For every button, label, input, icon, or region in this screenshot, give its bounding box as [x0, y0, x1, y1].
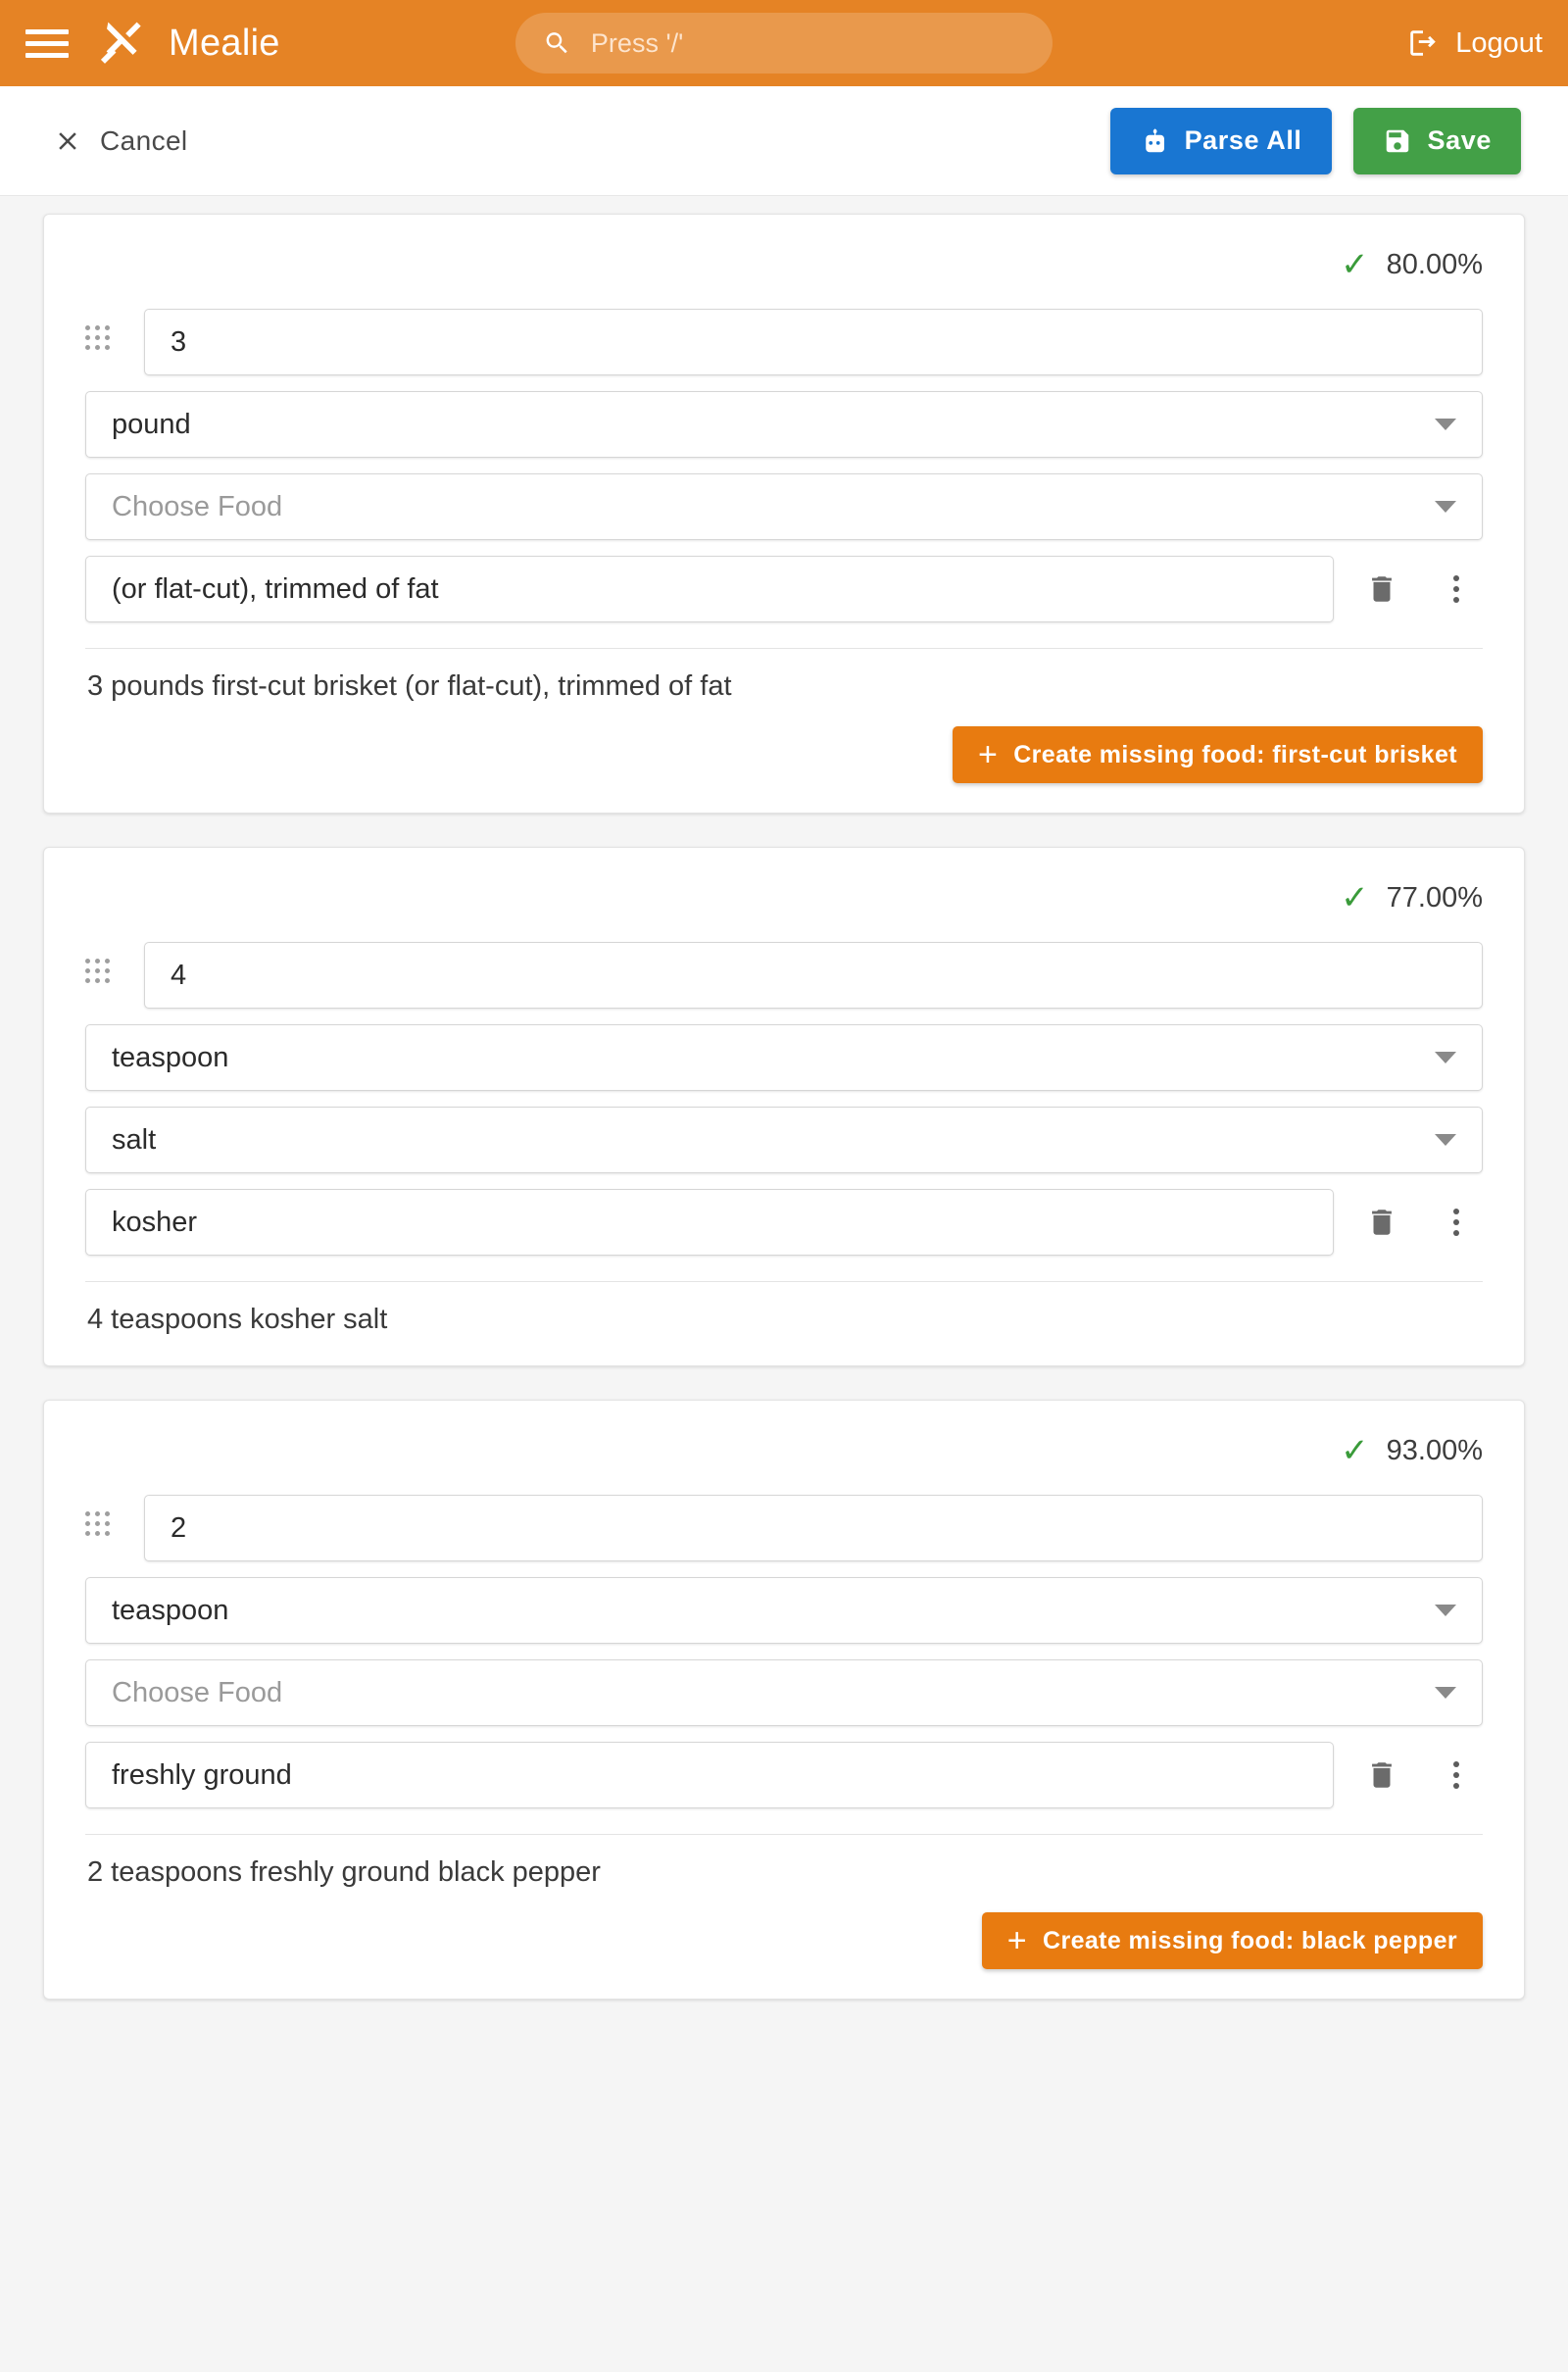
food-select[interactable] — [85, 1107, 1483, 1173]
kebab-menu-icon[interactable] — [1430, 1196, 1483, 1249]
food-value: salt — [112, 1123, 157, 1156]
delete-ingredient-button[interactable] — [1355, 1196, 1408, 1249]
quantity-row — [85, 309, 1483, 375]
trash-icon — [1365, 1758, 1398, 1792]
unit-value: teaspoon — [112, 1594, 229, 1626]
search-input[interactable] — [589, 27, 1025, 60]
robot-icon — [1140, 126, 1169, 156]
ingredient-card — [43, 1400, 1525, 2000]
trash-icon — [1365, 1206, 1398, 1239]
trash-icon — [1365, 572, 1398, 606]
chevron-down-icon — [1435, 419, 1456, 430]
note-input[interactable]: kosher — [85, 1189, 1334, 1256]
note-input[interactable]: (or flat-cut), trimmed of fat — [85, 556, 1334, 622]
ingredient-list — [0, 196, 1568, 2039]
note-input[interactable]: freshly ground — [85, 1742, 1334, 1808]
hamburger-icon[interactable] — [25, 21, 71, 66]
chevron-down-icon — [1435, 1687, 1456, 1699]
confidence-row — [85, 1434, 1483, 1467]
quantity-row — [85, 1495, 1483, 1561]
food-select[interactable]: Choose Food — [85, 473, 1483, 540]
quantity-row — [85, 942, 1483, 1009]
divider — [85, 1834, 1483, 1835]
logout-button[interactable] — [1406, 26, 1543, 60]
ingredient-card — [43, 214, 1525, 814]
note-row — [85, 556, 1483, 622]
logout-icon — [1406, 26, 1440, 60]
original-text: 2 teaspoons freshly ground black pepper — [87, 1856, 601, 1888]
quantity-input[interactable]: 2 — [144, 1495, 1483, 1561]
unit-row — [85, 1024, 1483, 1091]
create-missing-food-label: Create missing food: black pepper — [1042, 1926, 1457, 1954]
create-missing-row — [85, 1912, 1483, 1969]
quantity-input[interactable]: 4 — [144, 942, 1483, 1009]
toolbar-actions — [1110, 108, 1521, 174]
parse-all-button[interactable] — [1110, 108, 1332, 174]
delete-ingredient-button[interactable] — [1355, 563, 1408, 616]
chevron-down-icon — [1435, 501, 1456, 513]
app-bar — [0, 0, 1568, 86]
save-icon — [1383, 126, 1412, 156]
kebab-menu-icon[interactable] — [1430, 563, 1483, 616]
save-label: Save — [1427, 125, 1492, 155]
close-icon — [53, 126, 82, 156]
plus-icon: + — [1006, 1922, 1027, 1959]
food-row — [85, 1107, 1483, 1173]
confidence-row — [85, 248, 1483, 281]
parse-all-label: Parse All — [1184, 125, 1302, 155]
note-row — [85, 1189, 1483, 1256]
brand-title: Mealie — [169, 22, 280, 64]
unit-select[interactable] — [85, 1577, 1483, 1644]
food-row — [85, 473, 1483, 540]
check-icon: ✓ — [1341, 879, 1369, 916]
check-icon: ✓ — [1341, 246, 1369, 283]
confidence-value: 77.00% — [1386, 881, 1483, 914]
search-icon — [543, 27, 571, 59]
fork-knife-icon — [96, 17, 149, 70]
plus-icon: + — [977, 736, 999, 773]
original-text: 3 pounds first-cut brisket (or flat-cut), trimmed of fat — [87, 670, 732, 702]
ingredient-card — [43, 847, 1525, 1366]
create-missing-food-label: Create missing food: first-cut brisket — [1013, 740, 1457, 768]
food-select[interactable]: Choose Food — [85, 1659, 1483, 1726]
logout-label: Logout — [1455, 26, 1543, 59]
chevron-down-icon — [1435, 1605, 1456, 1616]
save-button[interactable] — [1353, 108, 1521, 174]
create-missing-row — [85, 726, 1483, 783]
confidence-row — [85, 881, 1483, 914]
unit-row — [85, 1577, 1483, 1644]
note-row — [85, 1742, 1483, 1808]
cancel-button[interactable] — [47, 124, 194, 158]
confidence-value: 80.00% — [1386, 248, 1483, 280]
drag-handle-icon[interactable] — [85, 1511, 119, 1545]
unit-value: pound — [112, 408, 191, 440]
create-missing-food-button[interactable] — [982, 1912, 1483, 1969]
unit-select[interactable] — [85, 391, 1483, 458]
chevron-down-icon — [1435, 1134, 1456, 1146]
divider — [85, 648, 1483, 649]
drag-handle-icon[interactable] — [85, 959, 119, 992]
kebab-menu-icon[interactable] — [1430, 1749, 1483, 1802]
food-row — [85, 1659, 1483, 1726]
drag-handle-icon[interactable] — [85, 325, 119, 359]
brand[interactable] — [96, 17, 280, 70]
confidence-value: 93.00% — [1386, 1434, 1483, 1466]
divider — [85, 1281, 1483, 1282]
search-bar[interactable] — [515, 13, 1053, 74]
editor-toolbar — [0, 86, 1568, 196]
create-missing-food-button[interactable] — [953, 726, 1483, 783]
quantity-input[interactable]: 3 — [144, 309, 1483, 375]
chevron-down-icon — [1435, 1052, 1456, 1063]
check-icon: ✓ — [1341, 1432, 1369, 1469]
original-text: 4 teaspoons kosher salt — [87, 1304, 388, 1335]
unit-select[interactable] — [85, 1024, 1483, 1091]
delete-ingredient-button[interactable] — [1355, 1749, 1408, 1802]
cancel-label: Cancel — [100, 124, 188, 156]
unit-row — [85, 391, 1483, 458]
unit-value: teaspoon — [112, 1041, 229, 1073]
